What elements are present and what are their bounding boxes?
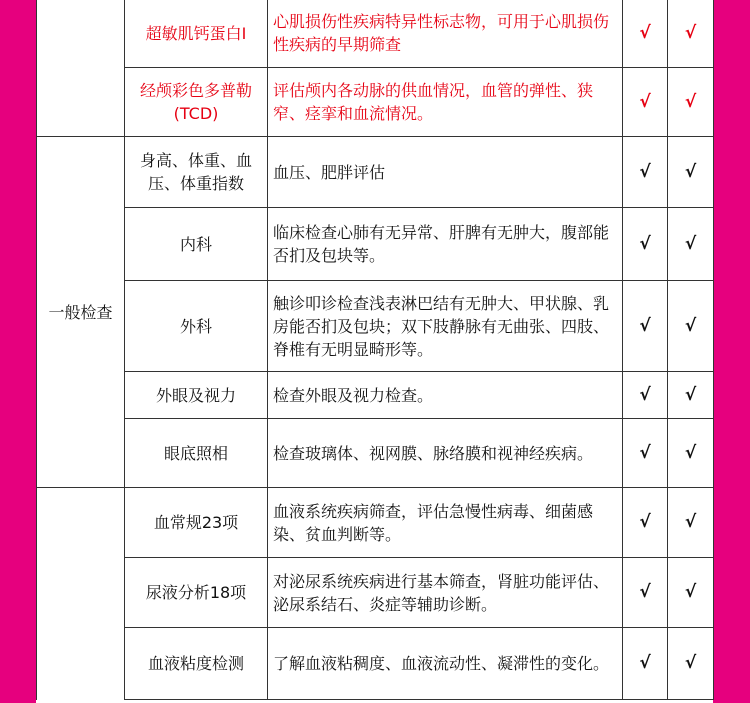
item-name: 眼底照相 xyxy=(125,419,268,488)
table-row xyxy=(37,137,714,208)
check-mark-package-b: √ xyxy=(668,0,714,68)
table-row xyxy=(37,558,714,628)
table-row xyxy=(37,372,714,419)
check-mark-package-a: √ xyxy=(623,558,668,628)
item-name: 尿液分析18项 xyxy=(125,558,268,628)
check-mark-package-b: √ xyxy=(668,419,714,488)
check-mark-package-b: √ xyxy=(668,372,714,419)
item-name: 内科 xyxy=(125,208,268,281)
check-mark-package-b: √ xyxy=(668,281,714,372)
category-cell: 一般检查 xyxy=(37,137,125,488)
category-cell xyxy=(37,488,125,700)
category-cell xyxy=(37,0,125,137)
table-row xyxy=(37,488,714,558)
check-mark-package-b: √ xyxy=(668,208,714,281)
check-mark-package-a: √ xyxy=(623,208,668,281)
check-mark-package-a: √ xyxy=(623,281,668,372)
item-description: 对泌尿系统疾病进行基本筛查，肾脏功能评估、泌尿系结石、炎症等辅助诊断。 xyxy=(268,558,623,628)
check-mark-package-a: √ xyxy=(623,372,668,419)
check-mark-package-a: √ xyxy=(623,137,668,208)
item-description: 血压、肥胖评估 xyxy=(268,137,623,208)
table-row xyxy=(37,208,714,281)
table-row xyxy=(37,0,714,68)
check-mark-package-b: √ xyxy=(668,558,714,628)
check-mark-package-a: √ xyxy=(623,419,668,488)
check-mark-package-a: √ xyxy=(623,628,668,700)
check-mark-package-a: √ xyxy=(623,488,668,558)
item-name: 血液粘度检测 xyxy=(125,628,268,700)
table-row xyxy=(37,628,714,700)
item-name: 身高、体重、血压、体重指数 xyxy=(125,137,268,208)
item-description: 评估颅内各动脉的供血情况，血管的弹性、狭窄、痉挛和血流情况。 xyxy=(268,68,623,137)
item-name: 外眼及视力 xyxy=(125,372,268,419)
check-mark-package-b: √ xyxy=(668,137,714,208)
exam-items-table xyxy=(36,0,714,700)
item-name: 经颅彩色多普勒(TCD) xyxy=(125,68,268,137)
item-description: 触诊叩诊检查浅表淋巴结有无肿大、甲状腺、乳房能否扪及包块；双下肢静脉有无曲张、四肢、脊椎有无明显畸形等。 xyxy=(268,281,623,372)
table-row xyxy=(37,68,714,137)
item-description: 检查玻璃体、视网膜、脉络膜和视神经疾病。 xyxy=(268,419,623,488)
check-mark-package-b: √ xyxy=(668,628,714,700)
item-name: 外科 xyxy=(125,281,268,372)
item-name: 超敏肌钙蛋白I xyxy=(125,0,268,68)
check-mark-package-b: √ xyxy=(668,488,714,558)
item-name: 血常规23项 xyxy=(125,488,268,558)
item-description: 临床检查心肺有无异常、肝脾有无肿大，腹部能否扪及包块等。 xyxy=(268,208,623,281)
table-row xyxy=(37,419,714,488)
item-description: 心肌损伤性疾病特异性标志物，可用于心肌损伤性疾病的早期筛查 xyxy=(268,0,623,68)
item-description: 了解血液粘稠度、血液流动性、凝滞性的变化。 xyxy=(268,628,623,700)
check-mark-package-b: √ xyxy=(668,68,714,137)
check-mark-package-a: √ xyxy=(623,0,668,68)
check-mark-package-a: √ xyxy=(623,68,668,137)
table-row xyxy=(37,281,714,372)
item-description: 血液系统疾病筛查，评估急慢性病毒、细菌感染、贫血判断等。 xyxy=(268,488,623,558)
item-description: 检查外眼及视力检查。 xyxy=(268,372,623,419)
